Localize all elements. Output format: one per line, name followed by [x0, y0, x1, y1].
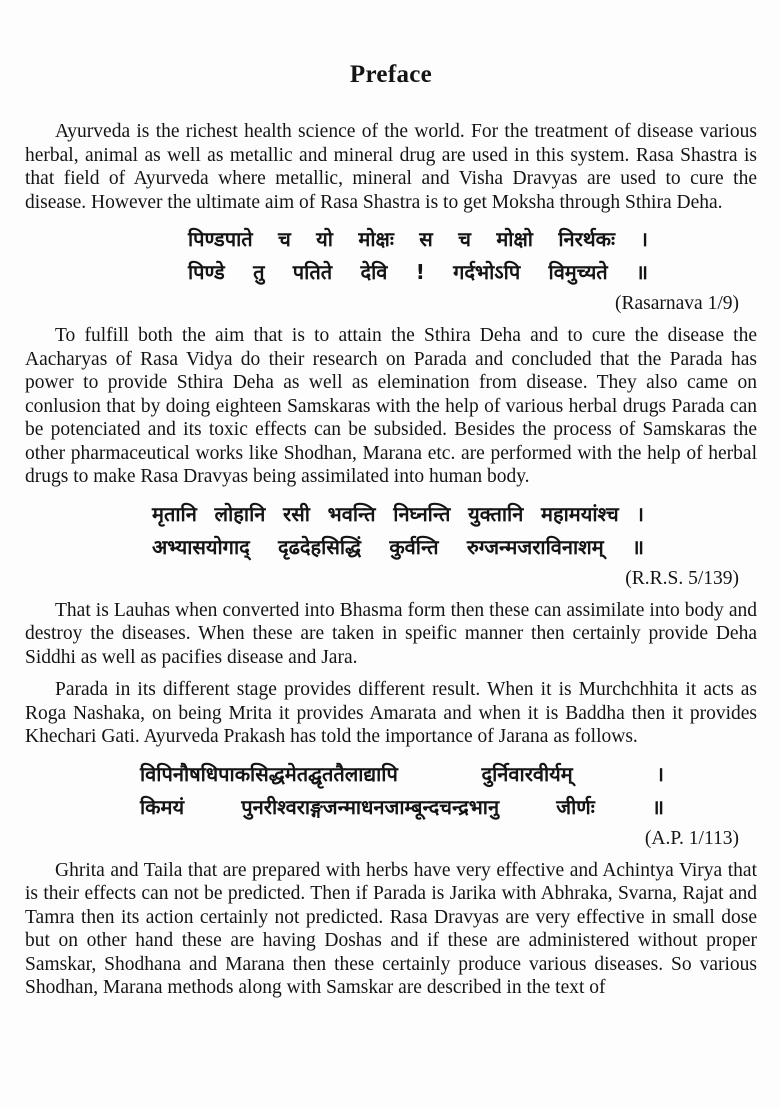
paragraph-ghrita-taila: Ghrita and Taila that are prepared with herbs have very effective and Achintya Virya that is their effects can not be predicted. Then if Parada is Jarika with Abhraka, Svarna, Rajat and Tamra then its action certainly not predicted. Rasa Dravyas are very effective in small dose but on other hand these are having Doshas and if these are administered without proper Samskar, Shodhana and Marana then these certainly produce various diseases. So various Shodhan, Marana methods along with Samskar are described in the text of	[25, 859, 757, 998]
verse-line-2: पिण्डे तु पतिते देवि ! गर्दभोऽपि विमुच्यते ॥	[188, 260, 648, 284]
sanskrit-verse-rasarnava	[188, 223, 648, 289]
verse-citation-ap: (A.P. 1/113)	[644, 827, 739, 849]
verse-line-1: विपिनौषधिपाकसिद्धमेतद्घृततैलाद्यापि दुर्निवारवीर्यम् ।	[140, 761, 664, 786]
paragraph-parada-stages: Parada in its different stage provides different result. When it is Murchchhita it acts as Roga Nashaka, on being Mrita it provides Amarata and when it is Baddha then it provides Khechari Gati. Ayurveda Prakash has told the importance of Jarana as follows.	[25, 679, 757, 747]
paragraph-intro: Ayurveda is the richest health science of the world. For the treatment of disease various herbal, animal as well as metallic and mineral drug are used in this system. Rasa Shastra is that field of Ayurveda where metallic, mineral and Visha Dravyas are used to cure the disease. However the ultimate aim of Rasa Shastra is to get Moksha through Sthira Deha.	[25, 121, 757, 213]
verse-line-1: मृतानि लोहानि रसी भवन्ति निघ्नन्ति युक्तानि महामयांश्च ।	[152, 501, 644, 526]
verse-line-2: अभ्यासयोगाद् दृढदेहसिद्धिं कुर्वन्ति रुग्जन्मजराविनाशम् ॥	[152, 534, 644, 559]
paragraph-lauhas-bhasma: That is Lauhas when converted into Bhasma form then these can assimilate into body and destroy the diseases. When these are taken in speific manner then certainly provide Deha Siddhi as well as pacifies disease and Jara.	[25, 599, 757, 668]
verse-citation-rasarnava: (Rasarnava 1/9)	[615, 293, 739, 314]
sanskrit-verse-rrs	[152, 498, 644, 564]
paragraph-parada-research: To fulfill both the aim that is to attain the Sthira Deha and to cure the disease the Aacharyas of Rasa Vidya do their research on Parada and concluded that the Parada has power to provide Sthira Deha as well as elemination from disease. They also came on conlusion that by doing eighteen Samskaras with the help of various herbal drugs Parada can be potenciated and its toxic effects can be subsided. Besides the process of Samskaras the other pharmaceutical works like Shodhan, Marana etc. are performed with the help of herbal drugs to make Rasa Dravyas being assimilated into human body.	[25, 325, 757, 487]
verse-line-2: किमयं पुनरीश्वराङ्गजन्माधनजाम्बून्दचन्द्रभानु जीर्णः ॥	[140, 794, 664, 819]
sanskrit-verse-ap	[140, 758, 664, 824]
page-title: Preface	[349, 61, 433, 88]
verse-citation-rrs: (R.R.S. 5/139)	[625, 567, 739, 589]
verse-line-1: पिण्डपाते च यो मोक्षः स च मोक्षो निरर्थकः ।	[188, 227, 648, 251]
